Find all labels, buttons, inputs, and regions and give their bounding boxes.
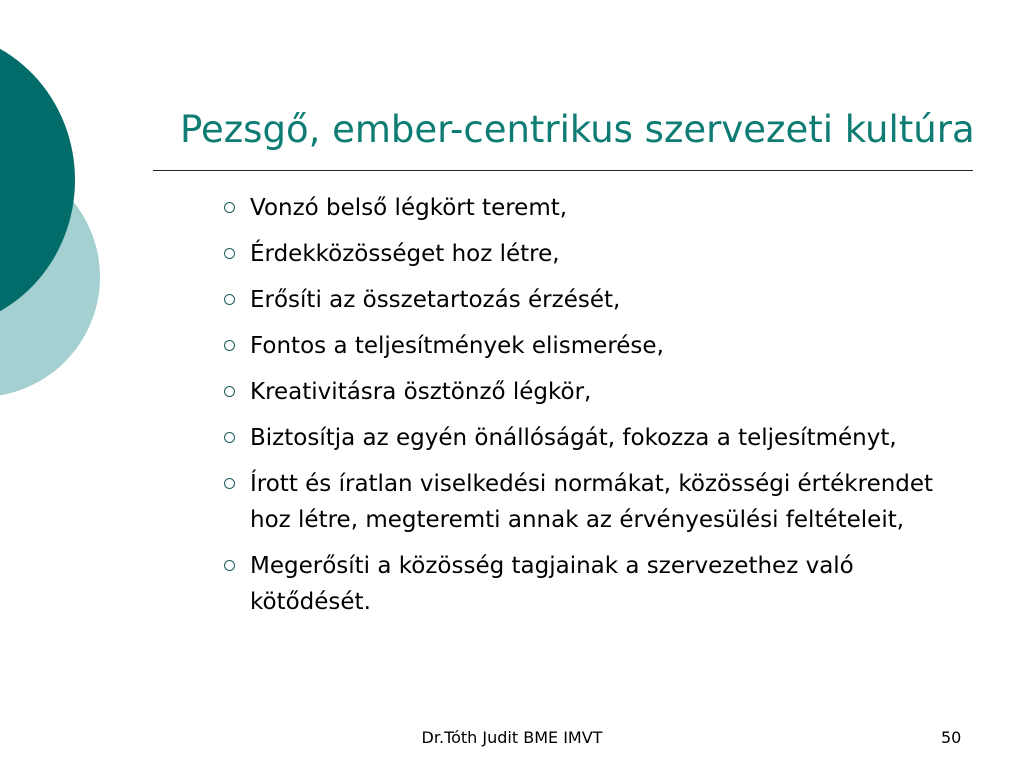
hollow-circle-bullet-icon: [224, 432, 235, 443]
bullet-item: [224, 548, 964, 620]
bullet-item: [224, 190, 964, 226]
hollow-circle-bullet-icon: [224, 202, 235, 213]
bullet-item: [224, 282, 964, 318]
bullet-text: Megerősíti a közösség tagjainak a szervezethez való kötődését.: [250, 553, 854, 615]
bullet-item: [224, 328, 964, 364]
bullet-item: [224, 374, 964, 410]
title-divider: [153, 170, 973, 171]
hollow-circle-bullet-icon: [224, 386, 235, 397]
page-number: 50: [941, 728, 962, 747]
bullet-text: Írott és íratlan viselkedési normákat, közösségi értékrendet hoz létre, megteremti annak az érvényesülési feltételeit,: [250, 471, 934, 533]
hollow-circle-bullet-icon: [224, 294, 235, 305]
bullet-item: [224, 236, 964, 272]
bullet-list: [224, 190, 964, 630]
hollow-circle-bullet-icon: [224, 340, 235, 351]
hollow-circle-bullet-icon: [224, 560, 235, 571]
bullet-text: Biztosítja az egyén önállóságát, fokozza a teljesítményt,: [250, 425, 897, 451]
bullet-text: Érdekközösséget hoz létre,: [250, 241, 560, 267]
slide-title: Pezsgő, ember-centrikus szervezeti kultúra: [180, 108, 975, 151]
bullet-text: Fontos a teljesítmények elismerése,: [250, 333, 664, 359]
hollow-circle-bullet-icon: [224, 478, 235, 489]
bullet-item: [224, 420, 964, 456]
bullet-text: Vonzó belső légkört teremt,: [250, 195, 568, 221]
bullet-item: [224, 466, 964, 538]
hollow-circle-bullet-icon: [224, 248, 235, 259]
footer-author: Dr.Tóth Judit BME IMVT: [421, 728, 603, 747]
bullet-text: Erősíti az összetartozás érzését,: [250, 287, 621, 313]
bullet-text: Kreativitásra ösztönző légkör,: [250, 379, 592, 405]
